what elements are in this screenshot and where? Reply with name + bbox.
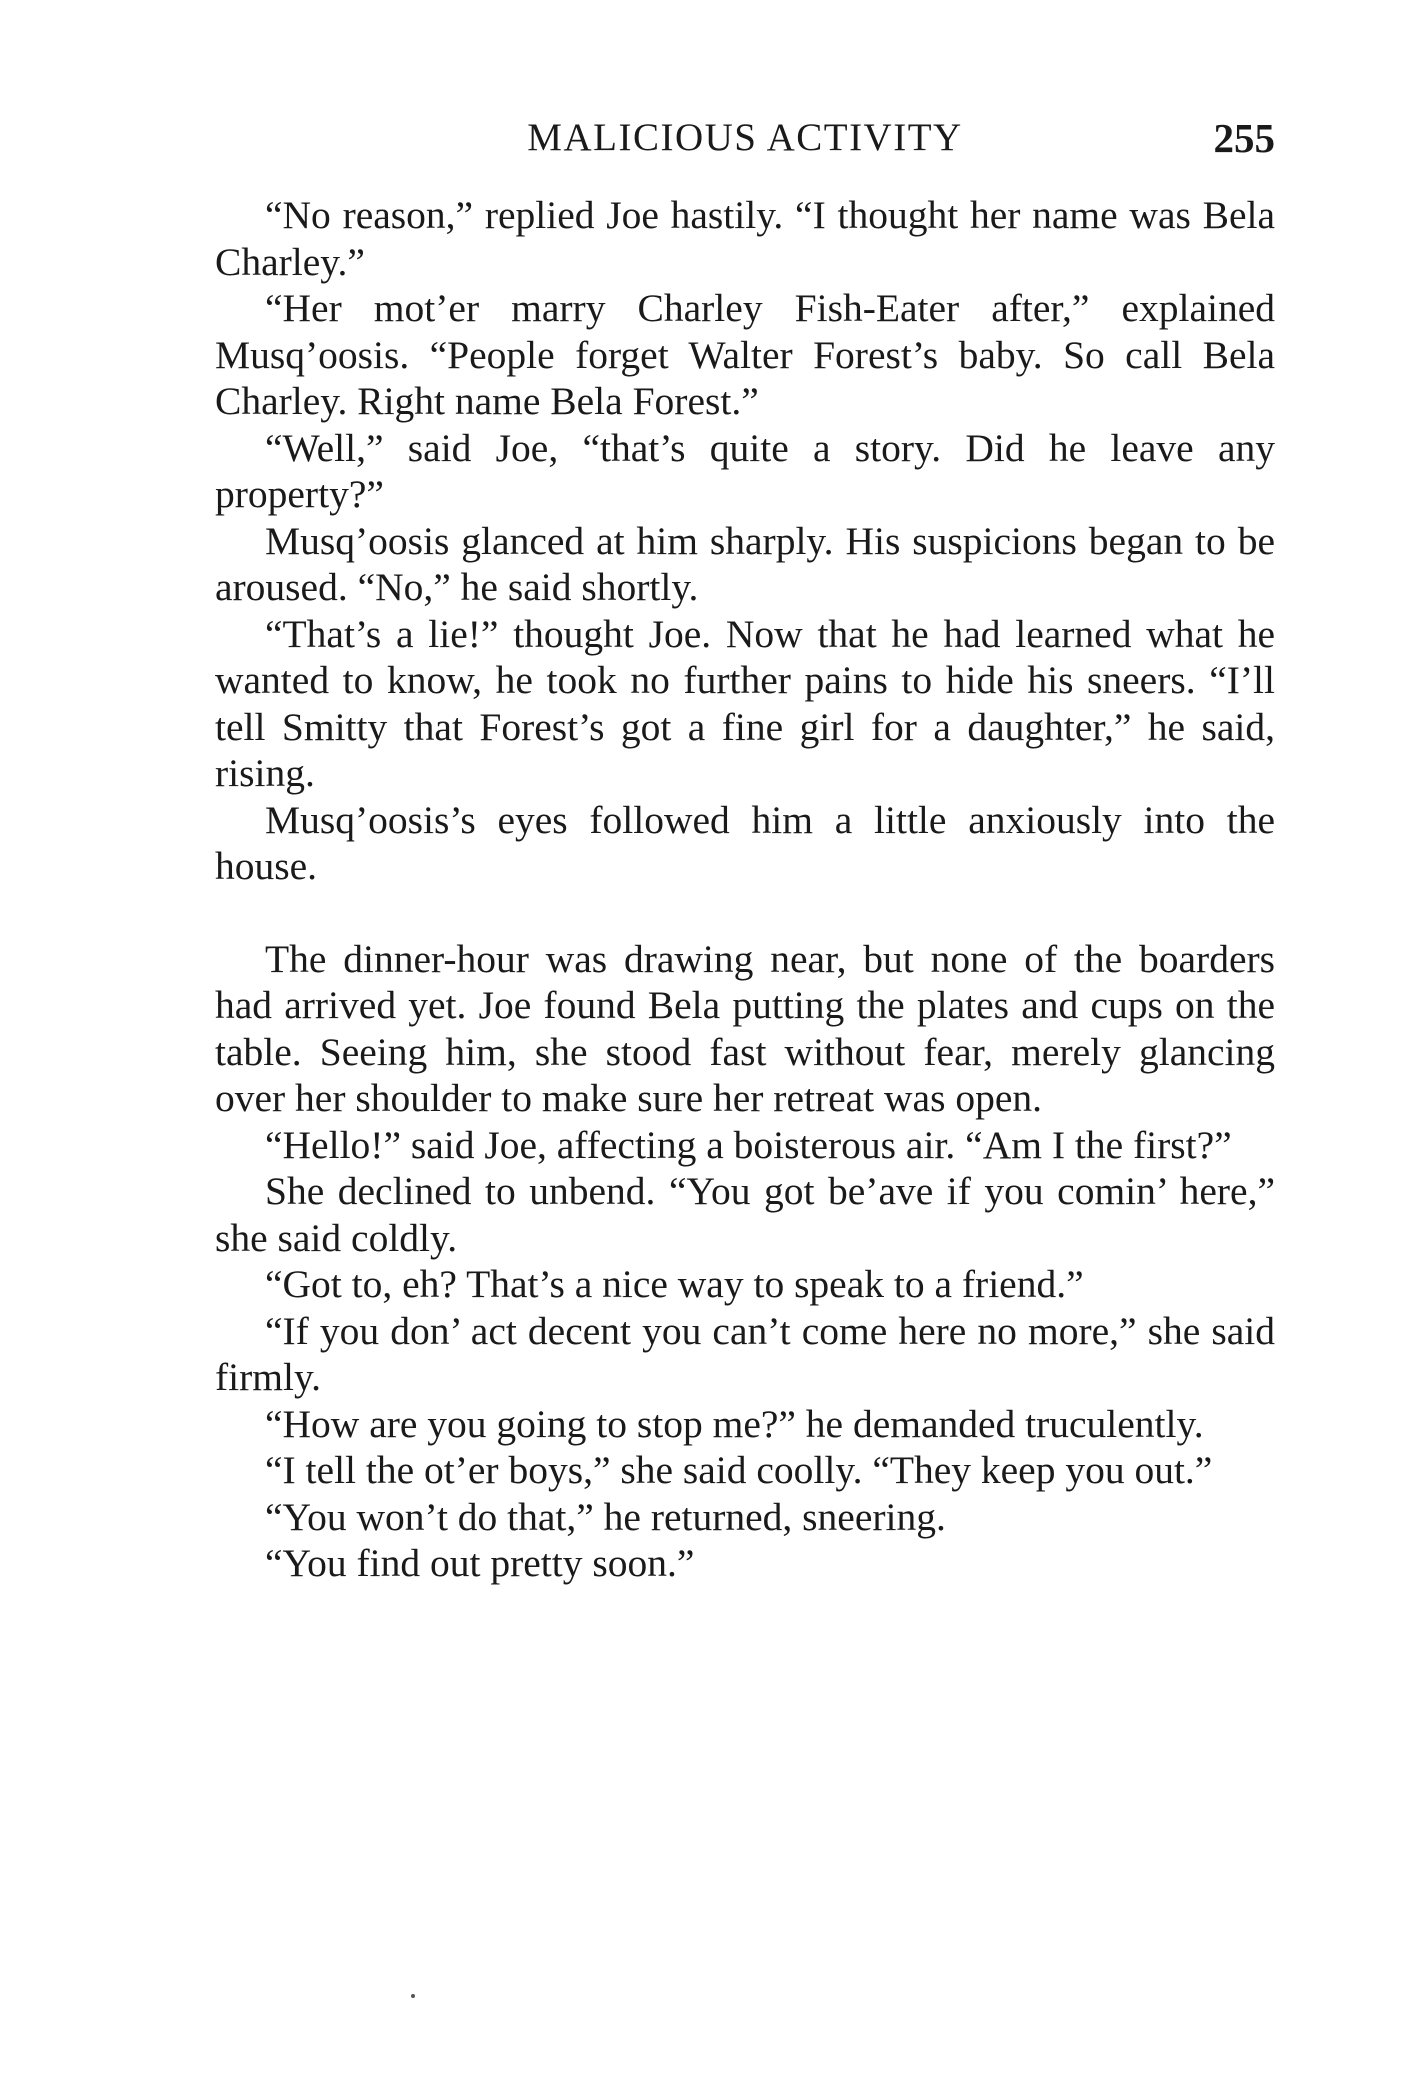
paragraph: “How are you going to stop me?” he demanded truculently. [265,1401,1204,1446]
paragraph: “You won’t do that,” he returned, sneering. [265,1494,946,1539]
running-title: MALICIOUS ACTIVITY [527,116,963,159]
paragraph: “No reason,” replied Joe hastily. “I thought her name was Bela Charley.” [215,193,1275,284]
paragraph: “That’s a lie!” thought Joe. Now that he had learned what he wanted to know, he took no further pains to hide his sneers. “I’ll tell Smitty that Forest’s got a fine girl for a daughter,” he said, rising. [215,611,1275,795]
paragraph: The dinner-hour was drawing near, but none of the boarders had arrived yet. Joe found Bela putting the plates and cups on the table. Seeing him, she stood fast without fear, merely glancing over her shoulder to make sure her retreat was open. [215,936,1275,1120]
print-speck [411,1994,415,1998]
paragraph: “I tell the ot’er boys,” she said coolly. “They keep you out.” [265,1448,1213,1492]
paragraph: “You find out pretty soon.” [265,1541,695,1585]
paragraph: She declined to unbend. “You got be’ave if you comin’ here,” she said coldly. [215,1169,1275,1260]
page-number: 255 [1213,115,1275,161]
paragraph: Musq’oosis’s eyes followed him a little anxiously into the house. [215,797,1275,888]
paragraph: “Got to, eh? That’s a nice way to speak to a friend.” [265,1262,1084,1306]
running-head [215,108,1275,168]
paragraph: “Well,” said Joe, “that’s quite a story. Did he leave any property?” [215,425,1275,516]
paragraph: “Hello!” said Joe, affecting a boisterous air. “Am I the first?” [265,1122,1232,1167]
paragraph: “Her mot’er marry Charley Fish-Eater after,” explained Musq’oosis. “People forget Walter Forest’s baby. So call Bela Charley. Right name Bela Forest.” [215,286,1275,423]
paragraph: Musq’oosis glanced at him sharply. His suspicions began to be aroused. “No,” he said shortly. [215,518,1275,609]
body-text [215,192,1275,1587]
paragraph: “If you don’ act decent you can’t come here no more,” she said firmly. [215,1308,1275,1399]
